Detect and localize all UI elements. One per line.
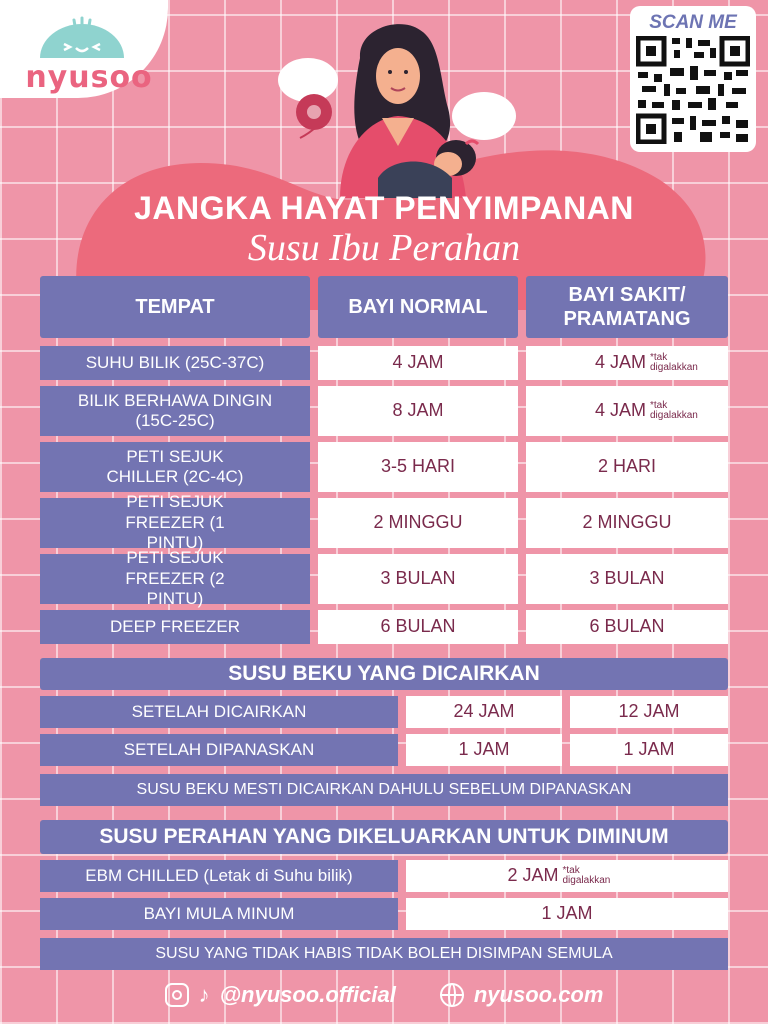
heated-row-label: SETELAH DIPANASKAN bbox=[40, 734, 398, 766]
baby-starts-drinking-value: 1 JAM bbox=[406, 898, 728, 930]
header-normal-baby: BAYI NORMAL bbox=[318, 276, 518, 338]
row-normal-room-temp: 4 JAM bbox=[318, 346, 518, 380]
thawed-row-normal: 24 JAM bbox=[406, 696, 562, 728]
brand-name: nyusoo bbox=[25, 60, 153, 95]
row-normal-freezer-1door: 2 MINGGU bbox=[318, 498, 518, 548]
row-normal-aircond-room: 8 JAM bbox=[318, 386, 518, 436]
smiling-face-logo-icon bbox=[26, 16, 138, 60]
row-sick-freezer-2door: 3 BULAN bbox=[526, 554, 728, 604]
row-normal-deep-freezer: 6 BULAN bbox=[318, 610, 518, 644]
header-place: TEMPAT bbox=[40, 276, 310, 338]
ebm-chilled-label: EBM CHILLED (Letak di Suhu bilik) bbox=[40, 860, 398, 892]
globe-icon bbox=[440, 983, 464, 1007]
header-sick-premature-baby: BAYI SAKIT/ PRAMATANG bbox=[526, 276, 728, 338]
thawed-note: SUSU BEKU MESTI DICAIRKAN DAHULU SEBELUM DIPANASKAN bbox=[40, 774, 728, 806]
row-normal-freezer-2door: 3 BULAN bbox=[318, 554, 518, 604]
drink-section-title: SUSU PERAHAN YANG DIKELUARKAN UNTUK DIMINUM bbox=[40, 820, 728, 854]
row-sick-chiller: 2 HARI bbox=[526, 442, 728, 492]
heated-row-sick: 1 JAM bbox=[570, 734, 728, 766]
thawed-row-label: SETELAH DICAIRKAN bbox=[40, 696, 398, 728]
row-place-freezer-1door: PETI SEJUK FREEZER (1 PINTU) bbox=[40, 498, 310, 548]
not-recommended-note: *tak digalakkan bbox=[562, 865, 611, 886]
row-sick-deep-freezer: 6 BULAN bbox=[526, 610, 728, 644]
page-title: JANGKA HAYAT PENYIMPANAN bbox=[134, 190, 634, 226]
website-link[interactable]: nyusoo.com bbox=[473, 982, 604, 1007]
value-text: 4 JAM bbox=[594, 400, 646, 421]
thawed-section-title: SUSU BEKU YANG DICAIRKAN bbox=[40, 658, 728, 690]
row-place-chiller: PETI SEJUK CHILLER (2C-4C) bbox=[40, 442, 310, 492]
thawed-row-sick: 12 JAM bbox=[570, 696, 728, 728]
instagram-icon[interactable] bbox=[165, 983, 189, 1007]
social-handle[interactable]: @nyusoo.official bbox=[219, 982, 396, 1007]
row-place-room-temp: SUHU BILIK (25C-37C) bbox=[40, 346, 310, 380]
page-subtitle: Susu Ibu Perahan bbox=[247, 227, 521, 269]
tiktok-icon[interactable]: ♪ bbox=[198, 982, 210, 1007]
baby-starts-drinking-label: BAYI MULA MINUM bbox=[40, 898, 398, 930]
footer bbox=[0, 980, 768, 1010]
row-sick-freezer-1door: 2 MINGGU bbox=[526, 498, 728, 548]
row-place-aircond-room: BILIK BERHAWA DINGIN (15C-25C) bbox=[40, 386, 310, 436]
row-sick-aircond-room bbox=[526, 386, 728, 436]
row-normal-chiller: 3-5 HARI bbox=[318, 442, 518, 492]
ebm-chilled-value bbox=[406, 860, 728, 892]
heated-row-normal: 1 JAM bbox=[406, 734, 562, 766]
row-sick-room-temp bbox=[526, 346, 728, 380]
value-text: 2 JAM bbox=[507, 865, 559, 886]
row-place-deep-freezer: DEEP FREEZER bbox=[40, 610, 310, 644]
row-place-freezer-2door: PETI SEJUK FREEZER (2 PINTU) bbox=[40, 554, 310, 604]
qr-label: SCAN ME bbox=[649, 12, 737, 33]
drink-note: SUSU YANG TIDAK HABIS TIDAK BOLEH DISIMPAN SEMULA bbox=[40, 938, 728, 970]
not-recommended-note: *tak digalakkan bbox=[650, 352, 698, 373]
not-recommended-note: *tak digalakkan bbox=[650, 400, 698, 421]
value-text: 4 JAM bbox=[594, 352, 646, 373]
mother-breastfeeding-illustration bbox=[270, 18, 520, 198]
